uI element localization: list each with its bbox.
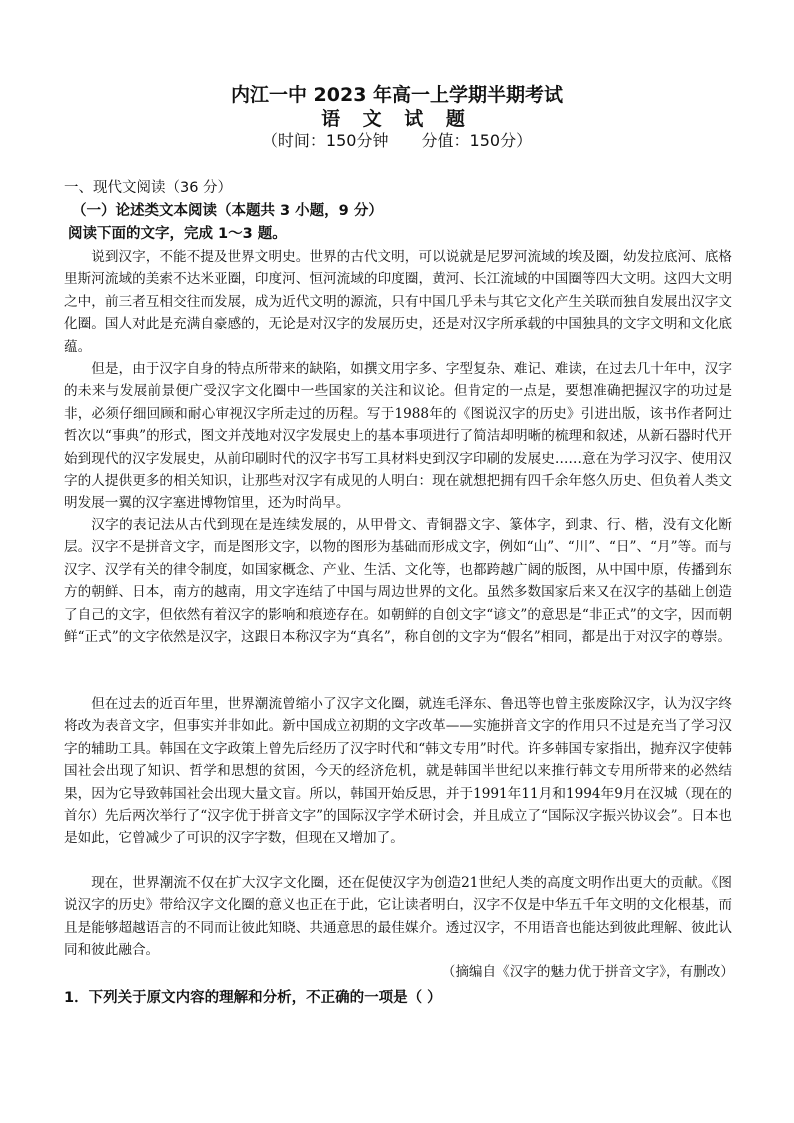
exam-info xyxy=(0,128,794,151)
exam-time: （时间：150分钟 xyxy=(261,131,389,150)
question-1: 1．下列关于原文内容的理解和分析，不正确的一项是（ ） xyxy=(64,990,442,1006)
subsection-heading: （一）论述类文本阅读（本题共 3 小题，9 分） xyxy=(72,203,383,219)
section-heading: 一、现代文阅读（36 分） xyxy=(64,180,233,196)
exam-score: 分值：150分） xyxy=(421,131,533,150)
exam-subtitle: 语 文 试 题 xyxy=(321,108,473,130)
passage-paragraph: 现在，世界潮流不仅在扩大汉字文化圈，还在促使汉字为创造21世纪人类的高度文明作出更大的贡献。《图说汉字的历史》带给汉字文化圈的意义也正在于此，它让读者明白，汉字不仅是中华五千年文明的文化根基，而且是能够超越语言的不同而让彼此知晓、共通意思的最佳媒介。透过汉字，不用语音也能达到彼此理解、彼此认同和彼此融合。 xyxy=(64,875,732,959)
passage-paragraph: 但在过去的近百年里，世界潮流曾缩小了汉字文化圈，就连毛泽东、鲁迅等也曾主张废除汉字，认为汉字终将改为表音文字，但事实并非如此。新中国成立初期的文字改革——实施拼音文字的作用只不过是充当了学习汉字的辅助工具。韩国在文字政策上曾先后经历了汉字时代和“韩文专用”时代。许多韩国专家指出，抛弃汉字使韩国社会出现了知识、哲学和思想的贫困，今天的经济危机，就是韩国半世纪以来推行韩文专用所带来的必然结果，因为它导致韩国社会出现大量文盲。所以，韩国开始反思，并于1991年11月和1994年9月在汉城（现在的首尔）先后两次举行了“汉字优于拼音文字”的国际汉字学术研讨会，并且成立了“国际汉字振兴协议会”。日本也是如此，它曾减少了可识的汉字字数，但现在又增加了。 xyxy=(64,696,732,847)
passage-paragraph: 但是，由于汉字自身的特点所带来的缺陷，如撰文用字多、字型复杂、难记、难读，在过去几十年中，汉字的未来与发展前景便广受汉字文化圈中一些国家的关注和议论。但肯定的一点是，要想准确把握汉字的功过是非，必须仔细回顾和耐心审视汉字所走过的历程。写于1988年的《图说汉字的历史》引进出版，该书作者阿辻哲次以“事典”的形式，图文并茂地对汉字发展史上的基本事项进行了简洁却明晰的梳理和叙述，从新石器时代开始到现代的汉字发展史，从前印刷时代的汉字书写工具材料史到汉字印刷的发展史……意在为学习汉字、使用汉字的人提供更多的相关知识，让那些对汉字有成见的人明白：现在就想把拥有四千余年悠久历史、但负着人类文明发展一翼的汉字塞进博物馆里，还为时尚早。 xyxy=(64,361,732,512)
passage-paragraph: 说到汉字，不能不提及世界文明史。世界的古代文明，可以说就是尼罗河流域的埃及圈，幼发拉底河、底格里斯河流域的美索不达米亚圈，印度河、恒河流域的印度圈，黄河、长江流域的中国圈等四大文明。这四大文明之中，前三者互相交往而发展，成为近代文明的源流，只有中国几乎未与其它文化产生关联而独自发展出汉字文化圈。国人对此是充满自豪感的，无论是对汉字的发展历史，还是对汉字所承载的中国独具的文字文明和文化底蕴。 xyxy=(64,249,732,355)
passage-source: （摘编自《汉字的魅力优于拼音文字》，有删改） xyxy=(441,964,734,980)
reading-instruction: 阅读下面的文字，完成 1～3 题。 xyxy=(68,226,287,242)
exam-title: 内江一中 2023 年高一上学期半期考试 xyxy=(230,84,564,106)
passage-paragraph: 汉字的表记法从古代到现在是连续发展的，从甲骨文、青铜器文字、篆体字，到隶、行、楷，没有文化断层。汉字不是拼音文字，而是图形文字，以物的图形为基础而形成文字，例如“山”、“川”、“日”、“月”等。而与汉字、汉学有关的律令制度，如国家概念、产业、生活、文化等，也都跨越广阔的版图，从中国中原，传播到东方的朝鲜、日本，南方的越南，用文字连结了中国与周边世界的文化。虽然多数国家后来又在汉字的基础上创造了自己的文字，但依然有着汉字的影响和痕迹存在。如朝鲜的自创文字“谚文”的意思是“非正式”的文字，因而朝鲜“正式”的文字依然是汉字，这跟日本称汉字为“真名”，称自创的文字为“假名”相同，都是出于对汉字的尊崇。 xyxy=(64,517,732,646)
